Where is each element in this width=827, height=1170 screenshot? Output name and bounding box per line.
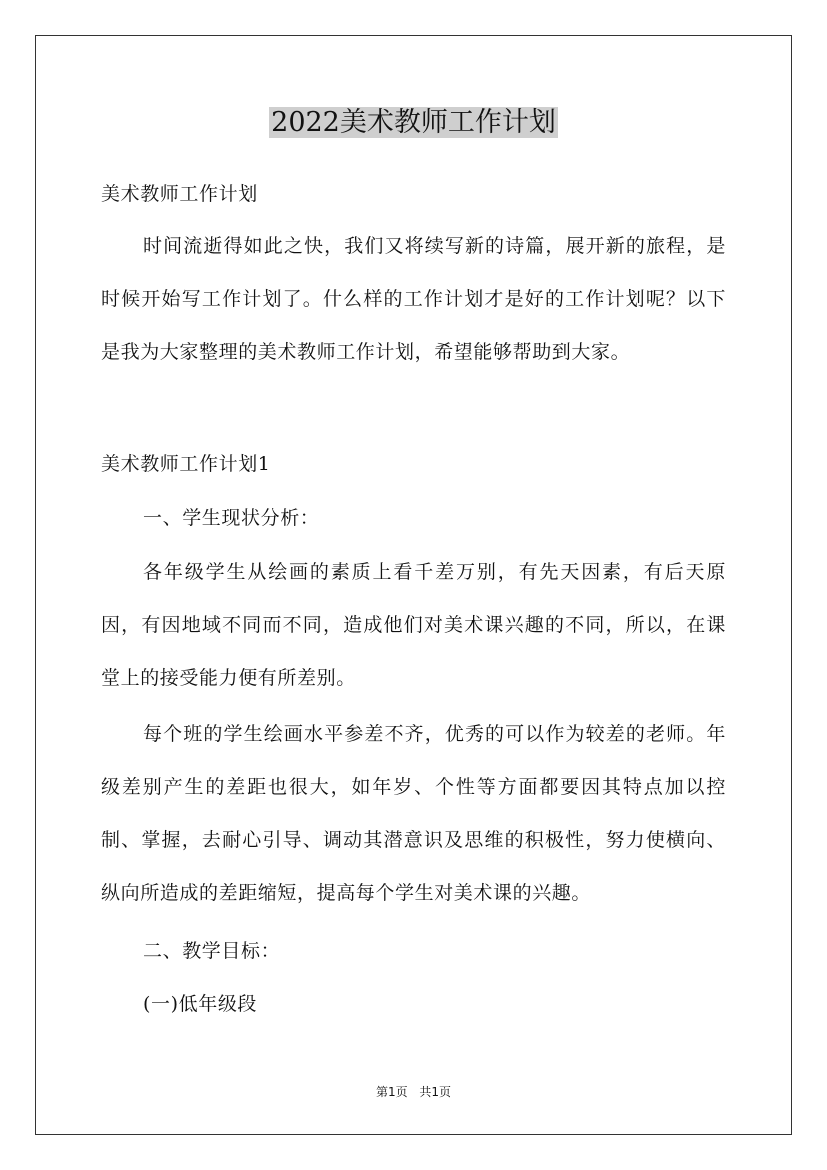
document-title-text: 2022美术教师工作计划	[271, 107, 556, 138]
document-subtitle: 美术教师工作计划	[101, 183, 258, 205]
paragraph-skill-gap: 每个班的学生绘画水平参差不齐，优秀的可以作为较差的老师。年级差别产生的差距也很大，如年岁、个性等方面都要因其特点加以控制、掌握，去耐心引导、调动其潜意识及思维的积极性，努力使横向、纵向所造成的差距缩短，提高每个学生对美术课的兴趣。	[101, 723, 726, 904]
document-title	[0, 103, 827, 143]
subpart-heading-1: (一)低年级段	[143, 993, 258, 1015]
intro-paragraph: 时间流逝得如此之快，我们又将续写新的诗篇，展开新的旅程，是时候开始写工作计划了。什么样的工作计划才是好的工作计划呢？以下是我为大家整理的美术教师工作计划，希望能够帮助到大家。	[101, 235, 726, 363]
page-number-total: 共1页	[419, 1085, 452, 1099]
paragraph-student-analysis: 各年级学生从绘画的素质上看千差万别，有先天因素，有后天原因，有因地域不同而不同，造成他们对美术课兴趣的不同，所以，在课堂上的接受能力便有所差别。	[101, 561, 726, 689]
page-footer	[0, 1084, 827, 1100]
page-number-current: 第1页	[375, 1085, 408, 1099]
part-heading-1: 一、学生现状分析：	[143, 507, 320, 529]
section-heading: 美术教师工作计划1	[101, 453, 271, 475]
part-heading-2: 二、教学目标：	[143, 940, 281, 962]
